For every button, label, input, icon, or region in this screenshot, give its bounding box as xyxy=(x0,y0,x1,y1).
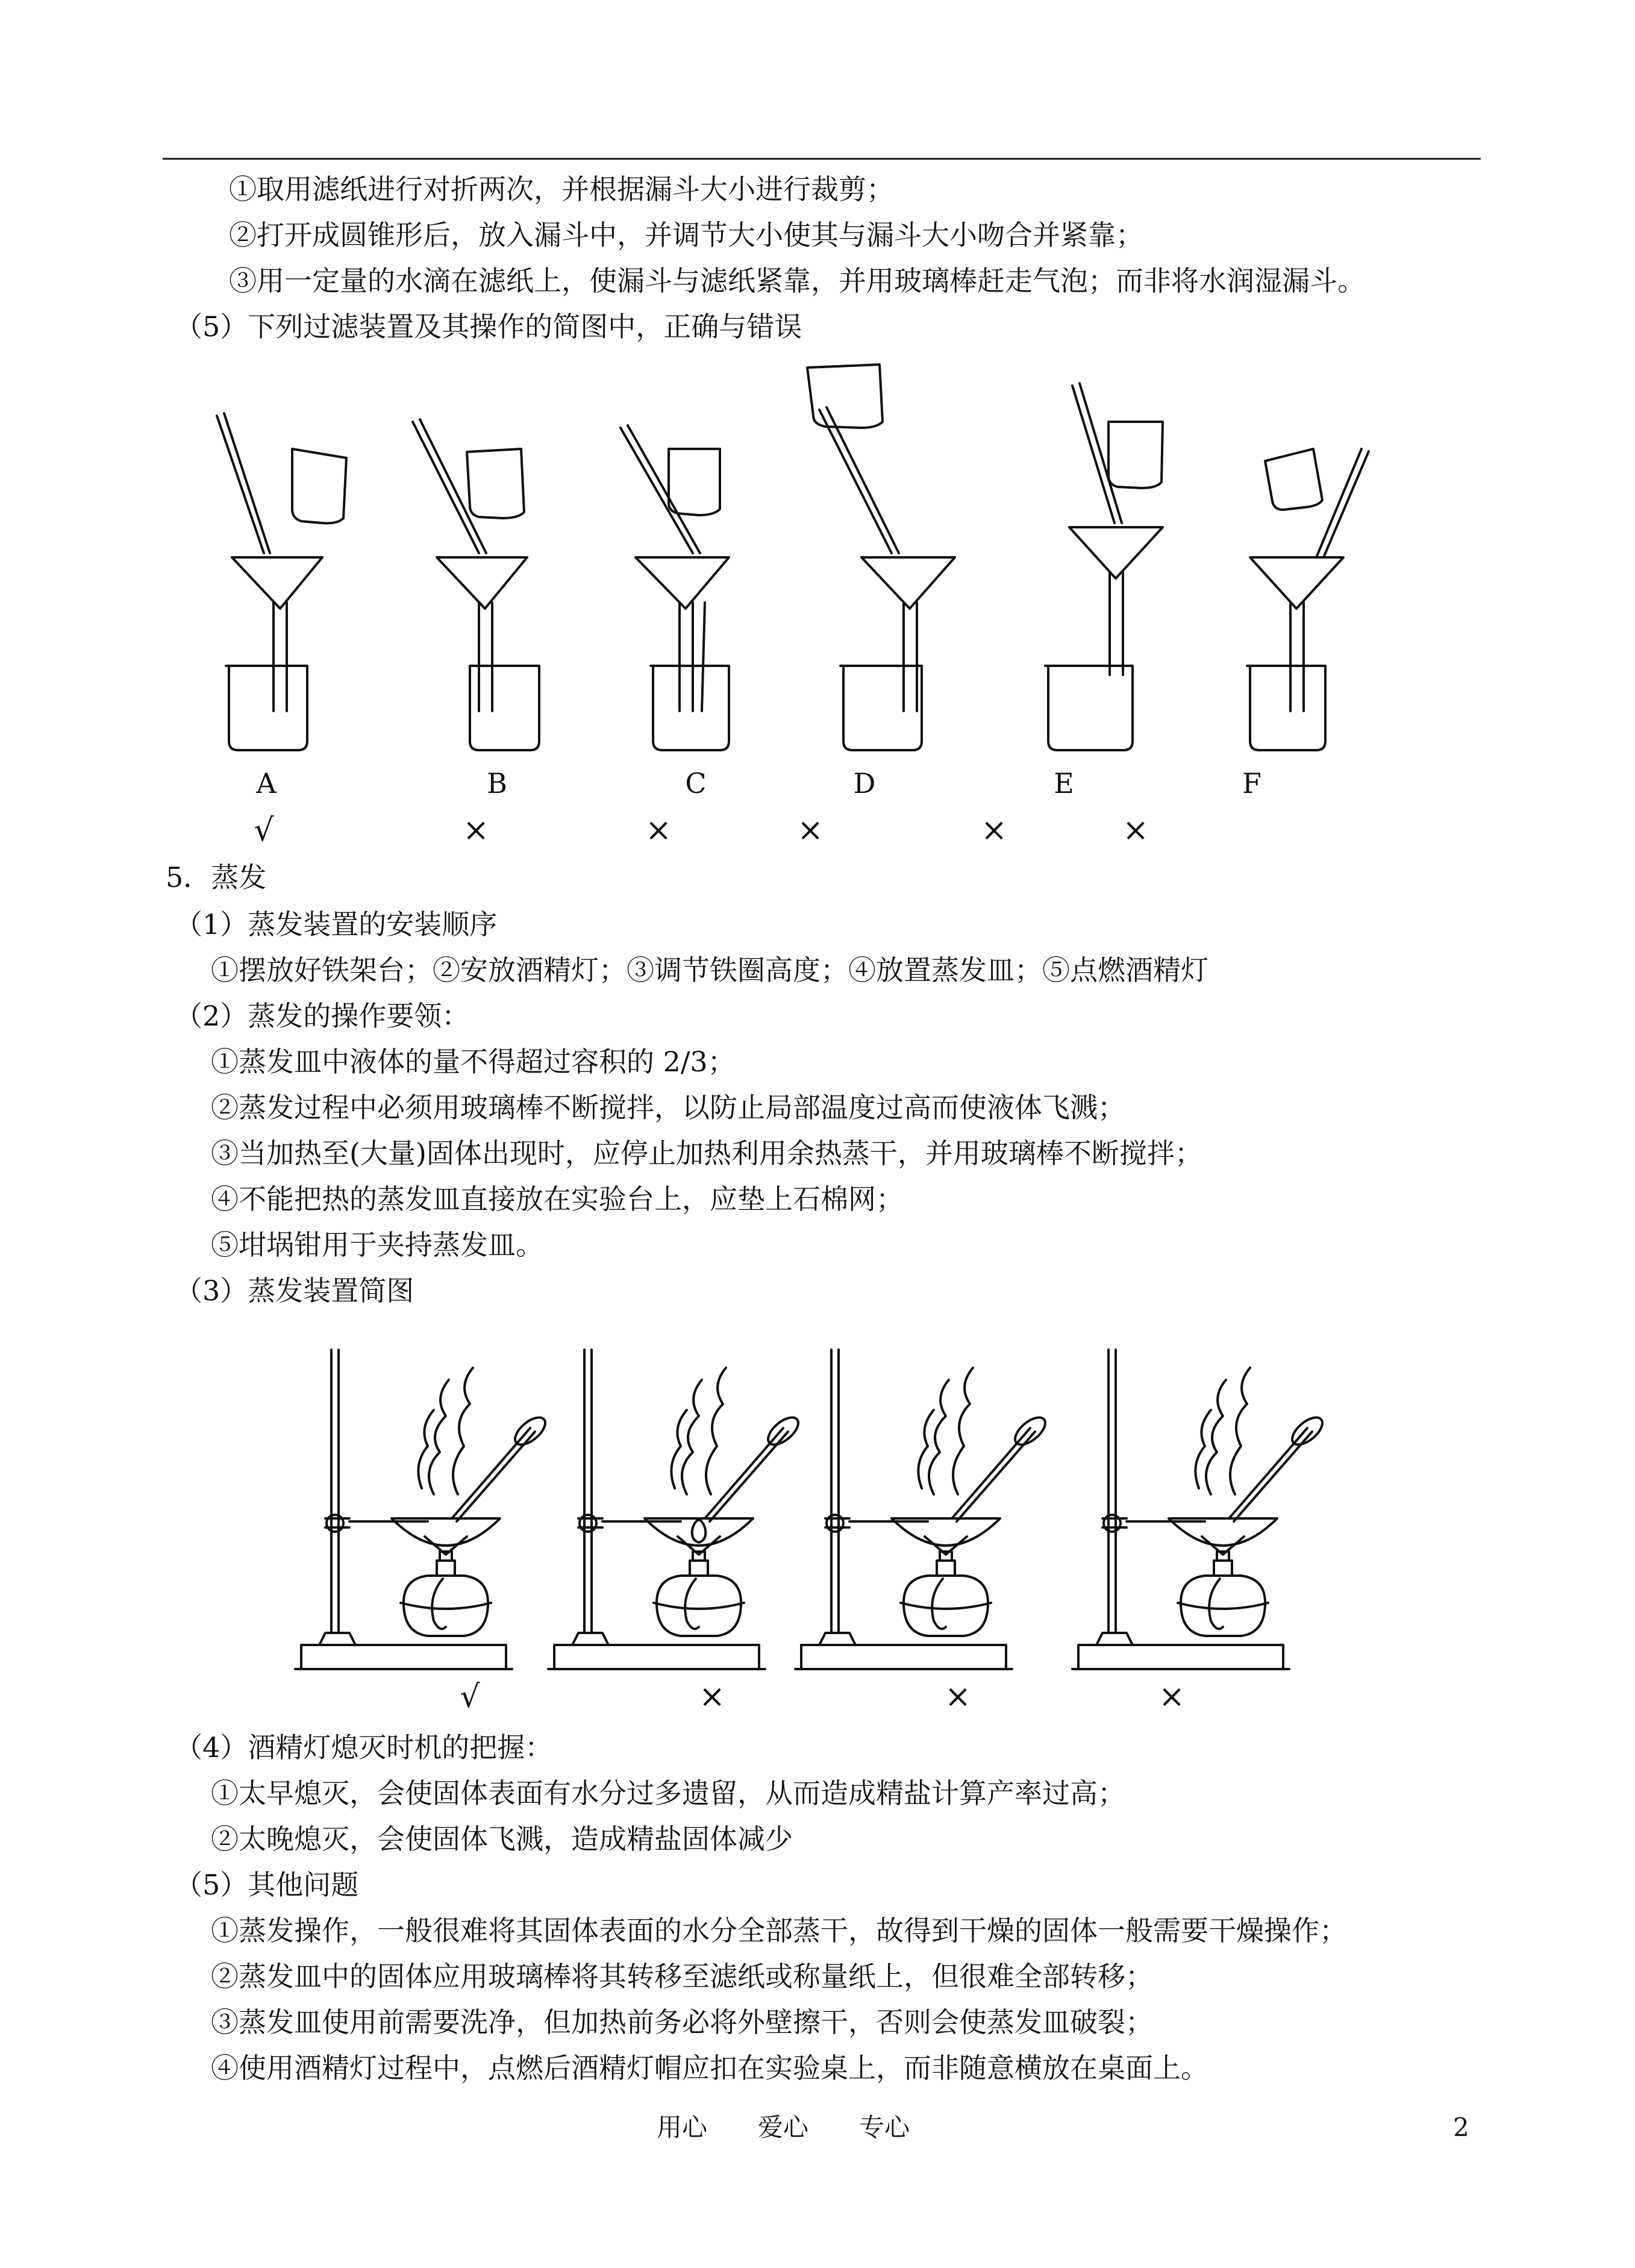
filter-label-a: A xyxy=(256,767,277,800)
other-item-1: ①蒸发操作，一般很难将其固体表面的水分全部蒸干，故得到干燥的固体一般需要干燥操作； xyxy=(211,1914,1347,1947)
evap-mark-4: × xyxy=(1158,1679,1185,1715)
evap-figure-4 xyxy=(1072,1350,1327,1669)
filter-mark-e: × xyxy=(981,812,1007,848)
filter-label-e: E xyxy=(1054,767,1074,800)
section-5-title: 5．蒸发 xyxy=(166,861,267,894)
lamp-item-1: ①太早熄灭，会使固体表面有水分过多遗留，从而造成精盐计算产率过高； xyxy=(211,1777,1125,1809)
filter-mark-c: × xyxy=(645,812,672,848)
evap-op-3: ③当加热至(大量)固体出现时，应停止加热利用余热蒸干，并用玻璃棒不断搅拌； xyxy=(211,1137,1202,1170)
evap-setup-text: ①摆放好铁架台；②安放酒精灯；③调节铁圈高度；④放置蒸发皿；⑤点燃酒精灯 xyxy=(211,954,1208,986)
evap-op-4: ④不能把热的蒸发皿直接放在实验台上，应垫上石棉网； xyxy=(211,1183,904,1215)
filter-label-d: D xyxy=(853,767,876,800)
page-number: 2 xyxy=(1453,2113,1469,2142)
other-item-4: ④使用酒精灯过程中，点燃后酒精灯帽应扣在实验桌上，而非随意横放在桌面上。 xyxy=(211,2052,1208,2084)
filter-mark-f: × xyxy=(1122,812,1149,848)
evap-op-2: ②蒸发过程中必须用玻璃棒不断搅拌，以防止局部温度过高而使液体飞溅； xyxy=(211,1091,1125,1124)
filter-mark-d: × xyxy=(797,812,824,848)
evap-mark-3: × xyxy=(945,1679,971,1715)
lamp-heading: （4）酒精灯熄灭时机的把握： xyxy=(175,1731,553,1764)
other-item-2: ②蒸发皿中的固体应用玻璃棒将其转移至滤纸或称量纸上，但很难全部转移； xyxy=(211,1960,1153,1993)
evap-mark-1: √ xyxy=(460,1679,480,1715)
evap-ops-heading: （2）蒸发的操作要领： xyxy=(175,1000,470,1032)
filter-mark-b: × xyxy=(463,812,489,848)
evap-figure-1 xyxy=(295,1350,550,1669)
evap-op-5: ⑤坩埚钳用于夹持蒸发皿。 xyxy=(211,1229,543,1261)
footer-motto: 用心 爱心 专心 xyxy=(657,2113,910,2142)
other-item-3: ③蒸发皿使用前需要洗净，但加热前务必将外壁擦干，否则会使蒸发皿破裂； xyxy=(211,2006,1153,2038)
filtration-step-2: ②打开成圆锥形后，放入漏斗中，并调节大小使其与漏斗大小吻合并紧靠； xyxy=(229,219,1143,251)
lamp-item-2: ②太晚熄灭，会使固体飞溅，造成精盐固体减少 xyxy=(211,1823,793,1855)
other-heading: （5）其他问题 xyxy=(175,1869,359,1901)
filter-mark-a: √ xyxy=(254,812,274,848)
filter-label-c: C xyxy=(685,767,707,800)
evap-figure-2 xyxy=(548,1350,803,1669)
filtration-step-3: ③用一定量的水滴在滤纸上，使漏斗与滤纸紧靠，并用玻璃棒赶走气泡；而非将水润湿漏斗。 xyxy=(229,265,1365,297)
filter-label-b: B xyxy=(487,767,507,800)
evap-figure-3 xyxy=(795,1350,1050,1669)
evap-diagram-heading: （3）蒸发装置简图 xyxy=(175,1274,414,1307)
evap-setup-heading: （1）蒸发装置的安装顺序 xyxy=(175,908,498,941)
q5-heading: （5）下列过滤装置及其操作的简图中，正确与错误 xyxy=(175,310,802,343)
filtration-step-1: ①取用滤纸进行对折两次，并根据漏斗大小进行裁剪； xyxy=(229,173,894,205)
evap-op-1: ①蒸发皿中液体的量不得超过容积的 2/3； xyxy=(211,1045,736,1078)
filter-label-f: F xyxy=(1242,767,1261,800)
evap-mark-2: × xyxy=(699,1679,725,1715)
